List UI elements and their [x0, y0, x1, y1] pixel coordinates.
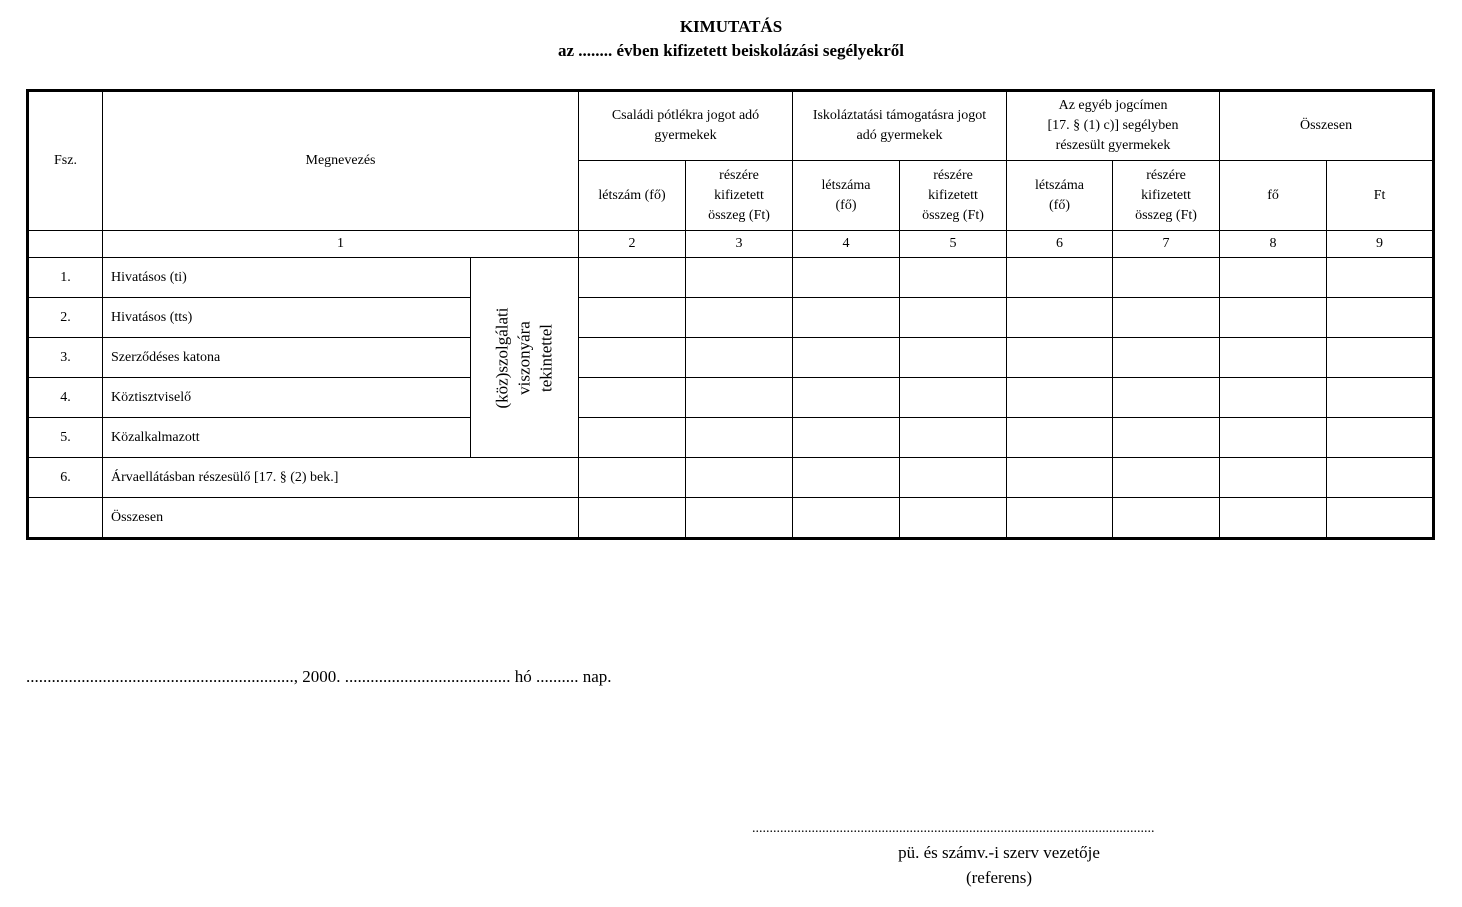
group3-line1: Az egyéb jogcímen	[1058, 98, 1168, 113]
signature-line[interactable]: ...................................................................................................................	[752, 821, 1155, 836]
cell[interactable]	[1327, 298, 1434, 338]
cell[interactable]	[1220, 338, 1327, 378]
sub-header: részére kifizetett összeg (Ft)	[900, 161, 1007, 231]
cell[interactable]	[1327, 338, 1434, 378]
sub-header: fő	[1220, 161, 1327, 231]
table-row	[28, 258, 1434, 298]
cell[interactable]	[579, 298, 686, 338]
row-name: Hivatásos (tts)	[103, 298, 471, 338]
cell[interactable]	[1113, 498, 1220, 539]
colnum: 2	[579, 231, 686, 258]
side-label-line: viszonyára	[514, 320, 534, 395]
cell[interactable]	[1007, 418, 1113, 458]
row-name: Szerződéses katona	[103, 338, 471, 378]
side-label-line: (köz)szolgálati	[492, 306, 512, 409]
cell[interactable]	[900, 378, 1007, 418]
group3-line3: részesült gyermekek	[1055, 138, 1171, 153]
cell[interactable]	[1007, 498, 1113, 539]
header-fsz: Fsz.	[28, 91, 103, 231]
cell[interactable]	[900, 298, 1007, 338]
header-osszesen: Összesen	[1220, 91, 1434, 161]
cell[interactable]	[579, 378, 686, 418]
cell[interactable]	[1007, 378, 1113, 418]
cell[interactable]	[1327, 458, 1434, 498]
cell[interactable]	[1007, 338, 1113, 378]
header-egyeb-jogcimen	[1007, 91, 1220, 161]
date-line[interactable]: ..............................................................., 2000. ....................................... hó .......... nap.	[26, 667, 612, 686]
cell[interactable]	[793, 298, 900, 338]
side-label-line: tekintettel	[536, 323, 556, 392]
colnum: 5	[900, 231, 1007, 258]
cell[interactable]	[686, 418, 793, 458]
cell[interactable]	[1327, 378, 1434, 418]
cell[interactable]	[793, 338, 900, 378]
cell[interactable]	[1327, 498, 1434, 539]
cell[interactable]	[686, 258, 793, 298]
header-iskoláztatási: Iskoláztatási támogatásra jogot adó gyermekek	[793, 91, 1007, 161]
row-index: 5.	[28, 418, 103, 458]
sub-header: létszáma (fő)	[793, 161, 900, 231]
cell[interactable]	[686, 298, 793, 338]
sub-header: részére kifizetett összeg (Ft)	[686, 161, 793, 231]
cell[interactable]	[900, 498, 1007, 539]
sub-header: létszám (fő)	[579, 161, 686, 231]
cell[interactable]	[1220, 498, 1327, 539]
colnum: 4	[793, 231, 900, 258]
row-name: Hivatásos (ti)	[103, 258, 471, 298]
cell[interactable]	[579, 458, 686, 498]
cell[interactable]	[579, 498, 686, 539]
table-row	[28, 378, 1434, 418]
cell[interactable]	[793, 458, 900, 498]
document-subtitle: az ........ évben kifizetett beiskolázási segélyekről	[557, 41, 905, 60]
cell[interactable]	[1220, 418, 1327, 458]
side-label-kozszolgalati	[471, 258, 579, 458]
cell[interactable]	[793, 378, 900, 418]
cell[interactable]	[793, 418, 900, 458]
colnum: 1	[103, 231, 579, 258]
cell[interactable]	[579, 418, 686, 458]
cell[interactable]	[793, 258, 900, 298]
cell[interactable]	[1113, 338, 1220, 378]
cell[interactable]	[900, 458, 1007, 498]
cell[interactable]	[793, 498, 900, 539]
table-row	[28, 458, 1434, 498]
sub-header: Ft	[1327, 161, 1434, 231]
cell[interactable]	[1327, 418, 1434, 458]
row-index: 3.	[28, 338, 103, 378]
cell[interactable]	[1113, 298, 1220, 338]
cell[interactable]	[1220, 298, 1327, 338]
cell[interactable]	[686, 498, 793, 539]
cell[interactable]	[1113, 258, 1220, 298]
colnum: 7	[1113, 231, 1220, 258]
colnum-empty	[28, 231, 103, 258]
row-name: Közalkalmazott	[103, 418, 471, 458]
report-table	[26, 89, 1435, 540]
cell[interactable]	[1007, 458, 1113, 498]
cell[interactable]	[1220, 258, 1327, 298]
cell[interactable]	[1113, 378, 1220, 418]
row-index: 1.	[28, 258, 103, 298]
document-title: KIMUTATÁS	[679, 17, 783, 36]
cell[interactable]	[900, 258, 1007, 298]
cell[interactable]	[1327, 258, 1434, 298]
cell[interactable]	[900, 338, 1007, 378]
cell[interactable]	[579, 338, 686, 378]
cell[interactable]	[1007, 258, 1113, 298]
header-megnevezes: Megnevezés	[103, 91, 579, 231]
cell[interactable]	[1220, 378, 1327, 418]
row-name: Összesen	[103, 498, 579, 539]
row-index	[28, 498, 103, 539]
table-row-total	[28, 498, 1434, 539]
table-row	[28, 418, 1434, 458]
cell[interactable]	[1007, 298, 1113, 338]
signature-subtitle: (referens)	[965, 868, 1033, 887]
sub-header: részére kifizetett összeg (Ft)	[1113, 161, 1220, 231]
table-row	[28, 338, 1434, 378]
cell[interactable]	[1220, 458, 1327, 498]
cell[interactable]	[579, 258, 686, 298]
header-csaladi-potlek: Családi pótlékra jogot adó gyermekek	[579, 91, 793, 161]
cell[interactable]	[1113, 418, 1220, 458]
cell[interactable]	[686, 338, 793, 378]
cell[interactable]	[900, 418, 1007, 458]
row-name: Köztisztviselő	[103, 378, 471, 418]
row-index: 4.	[28, 378, 103, 418]
group3-line2: [17. § (1) c)] segélyben	[1047, 118, 1179, 133]
cell[interactable]	[686, 378, 793, 418]
colnum: 9	[1327, 231, 1434, 258]
row-name: Árvaellátásban részesülő [17. § (2) bek.]	[103, 458, 579, 498]
signature-title: pü. és számv.-i szerv vezetője	[898, 843, 1100, 862]
colnum: 8	[1220, 231, 1327, 258]
cell[interactable]	[1113, 458, 1220, 498]
colnum: 6	[1007, 231, 1113, 258]
cell[interactable]	[686, 458, 793, 498]
colnum: 3	[686, 231, 793, 258]
sub-header: létszáma (fő)	[1007, 161, 1113, 231]
table-row	[28, 298, 1434, 338]
row-index: 6.	[28, 458, 103, 498]
row-index: 2.	[28, 298, 103, 338]
